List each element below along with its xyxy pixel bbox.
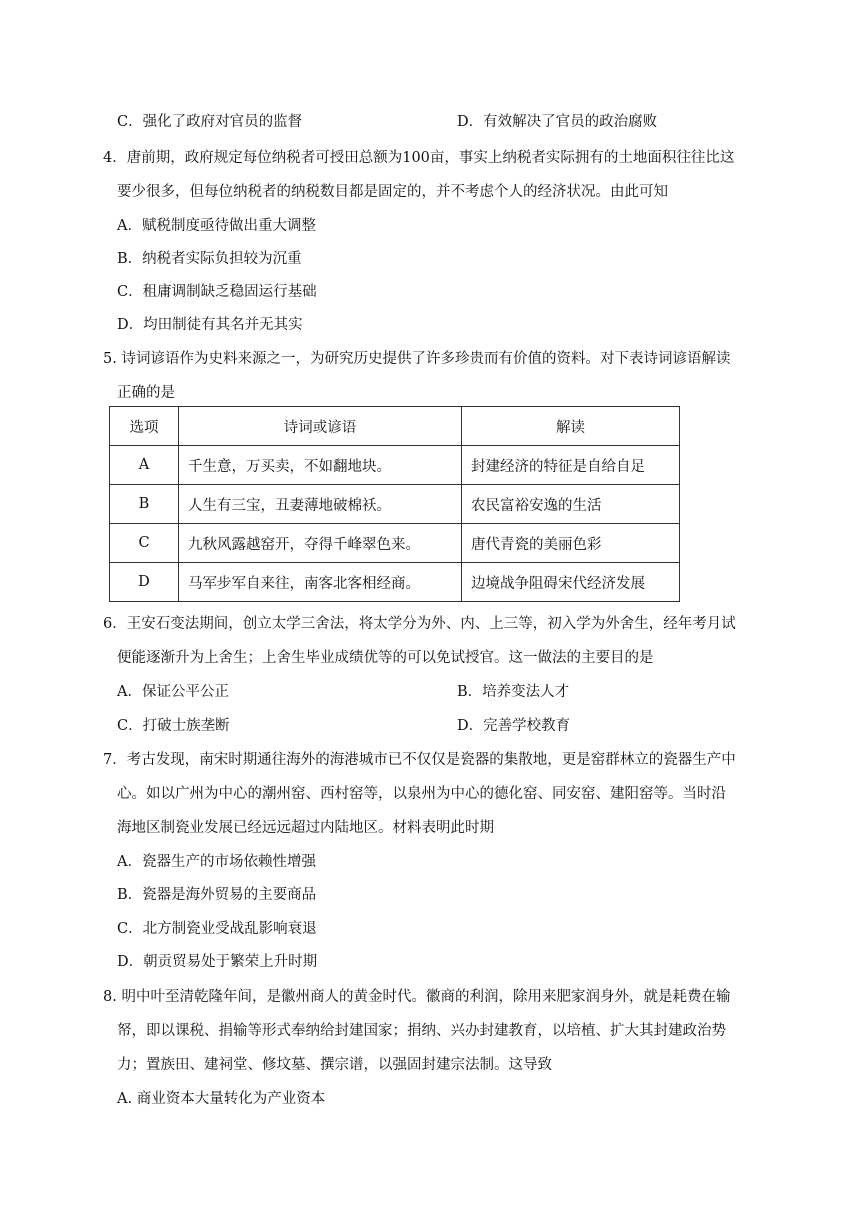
q4-stem-line-2: 要少很多，但每位纳税者的纳税数目都是固定的，并不考虑个人的经济状况。由此可知 <box>117 184 668 200</box>
q4-option-a: A．赋税制度亟待做出重大调整 <box>117 218 316 234</box>
table-row <box>110 563 680 602</box>
q6-option-b: B．培养变法人才 <box>457 684 570 700</box>
q7-stem-line-3: 海地区制瓷业发展已经远远超过内陆地区。材料表明此时期 <box>117 820 494 836</box>
table-cell-option: C <box>110 524 179 563</box>
q6-stem-line-2: 便能逐渐升为上舍生；上舍生毕业成绩优等的可以免试授官。这一做法的主要目的是 <box>117 650 654 666</box>
table-cell-interpretation: 边境战争阻碍宋代经济发展 <box>462 563 680 602</box>
q5-stem-line-2: 正确的是 <box>117 385 175 401</box>
table-header-option: 选项 <box>110 407 179 446</box>
table-row <box>110 446 680 485</box>
q5-table <box>109 406 680 602</box>
q6-stem-line-1: 6．王安石变法期间，创立太学三舍法，将太学分为外、内、上三等，初入学为外舍生，经年考月试 <box>103 616 736 632</box>
q3-option-d: D．有效解决了官员的政治腐败 <box>457 114 658 130</box>
table-cell-option: B <box>110 485 179 524</box>
q7-option-b: B．瓷器是海外贸易的主要商品 <box>117 887 317 903</box>
q6-options-row-2 <box>117 714 757 735</box>
q3-options-row <box>117 110 757 131</box>
q7-option-a: A．瓷器生产的市场依赖性增强 <box>117 854 316 870</box>
q4-option-c: C．租庸调制缺乏稳固运行基础 <box>117 284 317 300</box>
q8-stem-line-2: 帑，即以课税、捐输等形式奉纳给封建国家；捐纳、兴办封建教育，以培植、扩大其封建政治势 <box>117 1023 726 1039</box>
q6-option-a: A．保证公平公正 <box>117 684 229 700</box>
q6-options-row-1 <box>117 680 757 701</box>
table-row <box>110 485 680 524</box>
q6-option-d: D．完善学校教育 <box>457 718 571 734</box>
q6-option-c: C．打破士族垄断 <box>117 718 230 734</box>
table-cell-interpretation: 封建经济的特征是自给自足 <box>462 446 680 485</box>
q8-stem-line-3: 力；置族田、建祠堂、修坟墓、撰宗谱，以强固封建宗法制。这导致 <box>117 1057 552 1073</box>
table-cell-option: A <box>110 446 179 485</box>
q7-option-d: D．朝贡贸易处于繁荣上升时期 <box>117 954 318 970</box>
table-row <box>110 524 680 563</box>
q8-stem-line-1: 8. 明中叶至清乾隆年间，是徽州商人的黄金时代。徽商的利润，除用来肥家润身外，就是耗费在输 <box>103 989 731 1005</box>
table-cell-poem: 千生意，万买卖，不如翻地块。 <box>179 446 462 485</box>
table-cell-poem: 人生有三宝，丑妻薄地破棉袄。 <box>179 485 462 524</box>
table-header-row <box>110 407 680 446</box>
q7-stem-line-1: 7．考古发现，南宋时期通往海外的海港城市已不仅仅是瓷器的集散地，更是窑群林立的瓷器生产中 <box>103 752 736 768</box>
table-cell-option: D <box>110 563 179 602</box>
table-cell-poem: 九秋风露越窑开，夺得千峰翠色来。 <box>179 524 462 563</box>
q4-option-d: D．均田制徒有其名并无其实 <box>117 317 303 333</box>
q7-stem-line-2: 心。如以广州为中心的潮州窑、西村窑等，以泉州为中心的德化窑、同安窑、建阳窑等。当时沿 <box>117 786 726 802</box>
table-header-interpretation: 解读 <box>462 407 680 446</box>
q4-stem-line-1: 4．唐前期，政府规定每位纳税者可授田总额为100亩，事实上纳税者实际拥有的土地面积往往比这 <box>103 150 735 166</box>
q5-stem-line-1: 5. 诗词谚语作为史料来源之一，为研究历史提供了许多珍贵而有价值的资料。对下表诗词谚语解读 <box>103 351 731 367</box>
q3-option-c: C．强化了政府对官员的监督 <box>117 114 303 130</box>
q4-option-b: B．纳税者实际负担较为沉重 <box>117 251 302 267</box>
table-cell-poem: 马军步军自来往，南客北客相经商。 <box>179 563 462 602</box>
table-cell-interpretation: 农民富裕安逸的生活 <box>462 485 680 524</box>
table-cell-interpretation: 唐代青瓷的美丽色彩 <box>462 524 680 563</box>
table-header-poem: 诗词或谚语 <box>179 407 462 446</box>
q7-option-c: C．北方制瓷业受战乱影响衰退 <box>117 921 317 937</box>
q8-option-a: A. 商业资本大量转化为产业资本 <box>117 1091 326 1107</box>
